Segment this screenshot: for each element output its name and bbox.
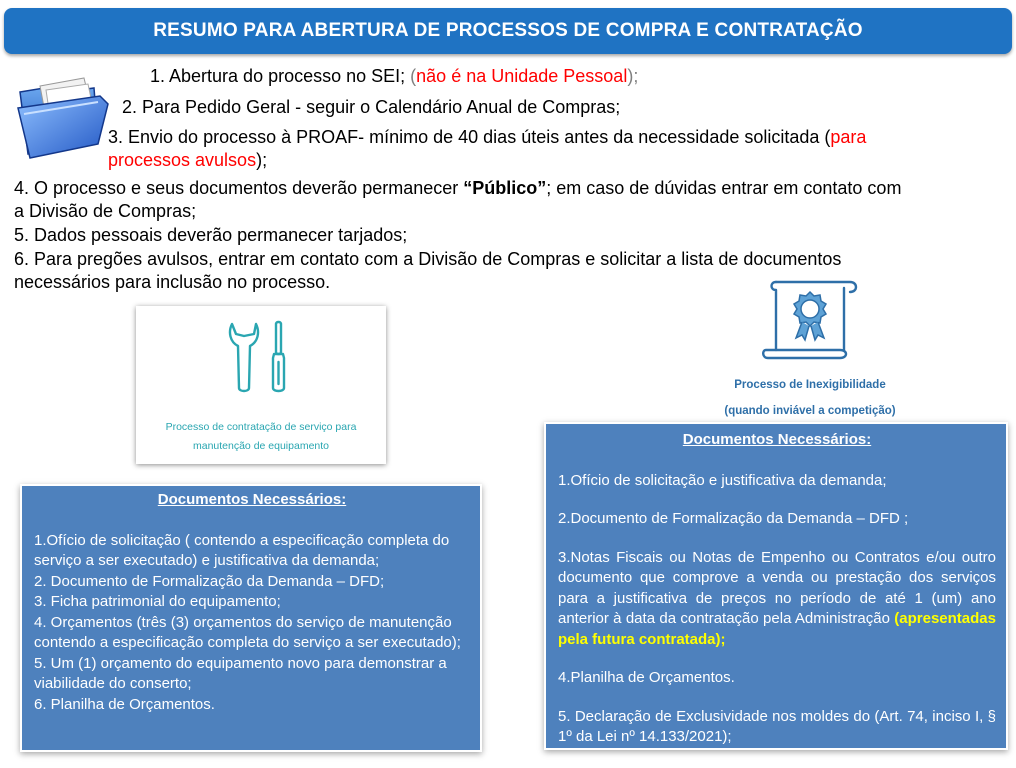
step-3: 3. Envio do processo à PROAF- mínimo de 40 dias úteis antes da necessidade solicitada (para: [108, 127, 867, 147]
wrench-screwdriver-icon: [226, 318, 296, 394]
list-item: 4.Planilha de Orçamentos.: [558, 669, 735, 686]
documents-heading: Documentos Necessários:: [682, 431, 872, 448]
certificate-ribbon-icon: [760, 278, 864, 360]
highlight-note: (apresentadas pela futura contratada);: [558, 610, 996, 648]
list-item: 4. Orçamentos (três (3) orçamentos do serviço de manutenção contendo a especificação completa do serviço a ser executado);: [34, 613, 461, 651]
page-title-banner: [4, 8, 1012, 54]
step-1-note: não é na Unidade Pessoal: [416, 66, 628, 86]
step-4: 4. O processo e seus documentos deverão permanecer “Público”; em caso de dúvidas entrar em contato com: [14, 178, 902, 198]
list-item: 3.Notas Fiscais ou Notas de Empenho ou Contratos e/ou outro documento que comprove a venda ou prestação dos serviços para a justificativa de preços no período de até 1 (um) ano anterior à data da contratação pela Administração (apresentadas pela futura contratada);: [558, 548, 996, 648]
step-1: 1. Abertura do processo no SEI; (não é na Unidade Pessoal);: [150, 66, 639, 86]
list-item: 3. Ficha patrimonial do equipamento;: [34, 593, 281, 610]
step-6-cont: necessários para inclusão no processo.: [14, 272, 331, 292]
maintenance-service-caption: Processo de contratação de serviço para manutenção de equipamento: [165, 421, 357, 452]
step-3-cont: processos avulsos);: [108, 150, 268, 170]
list-item: 1.Ofício de solicitação e justificativa da demanda;: [558, 471, 887, 489]
list-item: 5. Um (1) orçamento do equipamento novo para demonstrar a viabilidade do conserto;: [34, 654, 447, 692]
step-5: 5. Dados pessoais deverão permanecer tarjados;: [14, 225, 408, 245]
list-item: 2. Documento de Formalização da Demanda – DFD;: [34, 572, 385, 590]
list-item: 6. Planilha de Orçamentos.: [34, 695, 215, 713]
maintenance-documents-box: [22, 486, 480, 750]
folder-icon: [14, 74, 112, 160]
list-item: 1.Ofício de solicitação ( contendo a especificação completa do serviço a ser executado) e justificativa da demanda;: [34, 531, 450, 569]
maintenance-service-card: [136, 306, 386, 464]
step-6: 6. Para pregões avulsos, entrar em contato com a Divisão de Compras e solicitar a lista de documentos: [14, 249, 842, 269]
list-item: 5. Declaração de Exclusividade nos moldes do (Art. 74, inciso I, § 1º da Lei nº 14.133/2021);: [558, 707, 996, 745]
page-title: RESUMO PARA ABERTURA DE PROCESSOS DE COMPRA E CONTRATAÇÃO: [153, 20, 863, 41]
step-4-cont: a Divisão de Compras;: [14, 201, 197, 221]
step-2: 2. Para Pedido Geral - seguir o Calendário Anual de Compras;: [122, 97, 621, 117]
inexigibility-documents-box: [546, 424, 1006, 748]
inexigibility-caption: Processo de Inexigibilidade (quando inviável a competição): [724, 379, 896, 417]
list-item: 2.Documento de Formalização da Demanda – DFD ;: [558, 510, 909, 527]
documents-heading: Documentos Necessários:: [157, 491, 347, 508]
